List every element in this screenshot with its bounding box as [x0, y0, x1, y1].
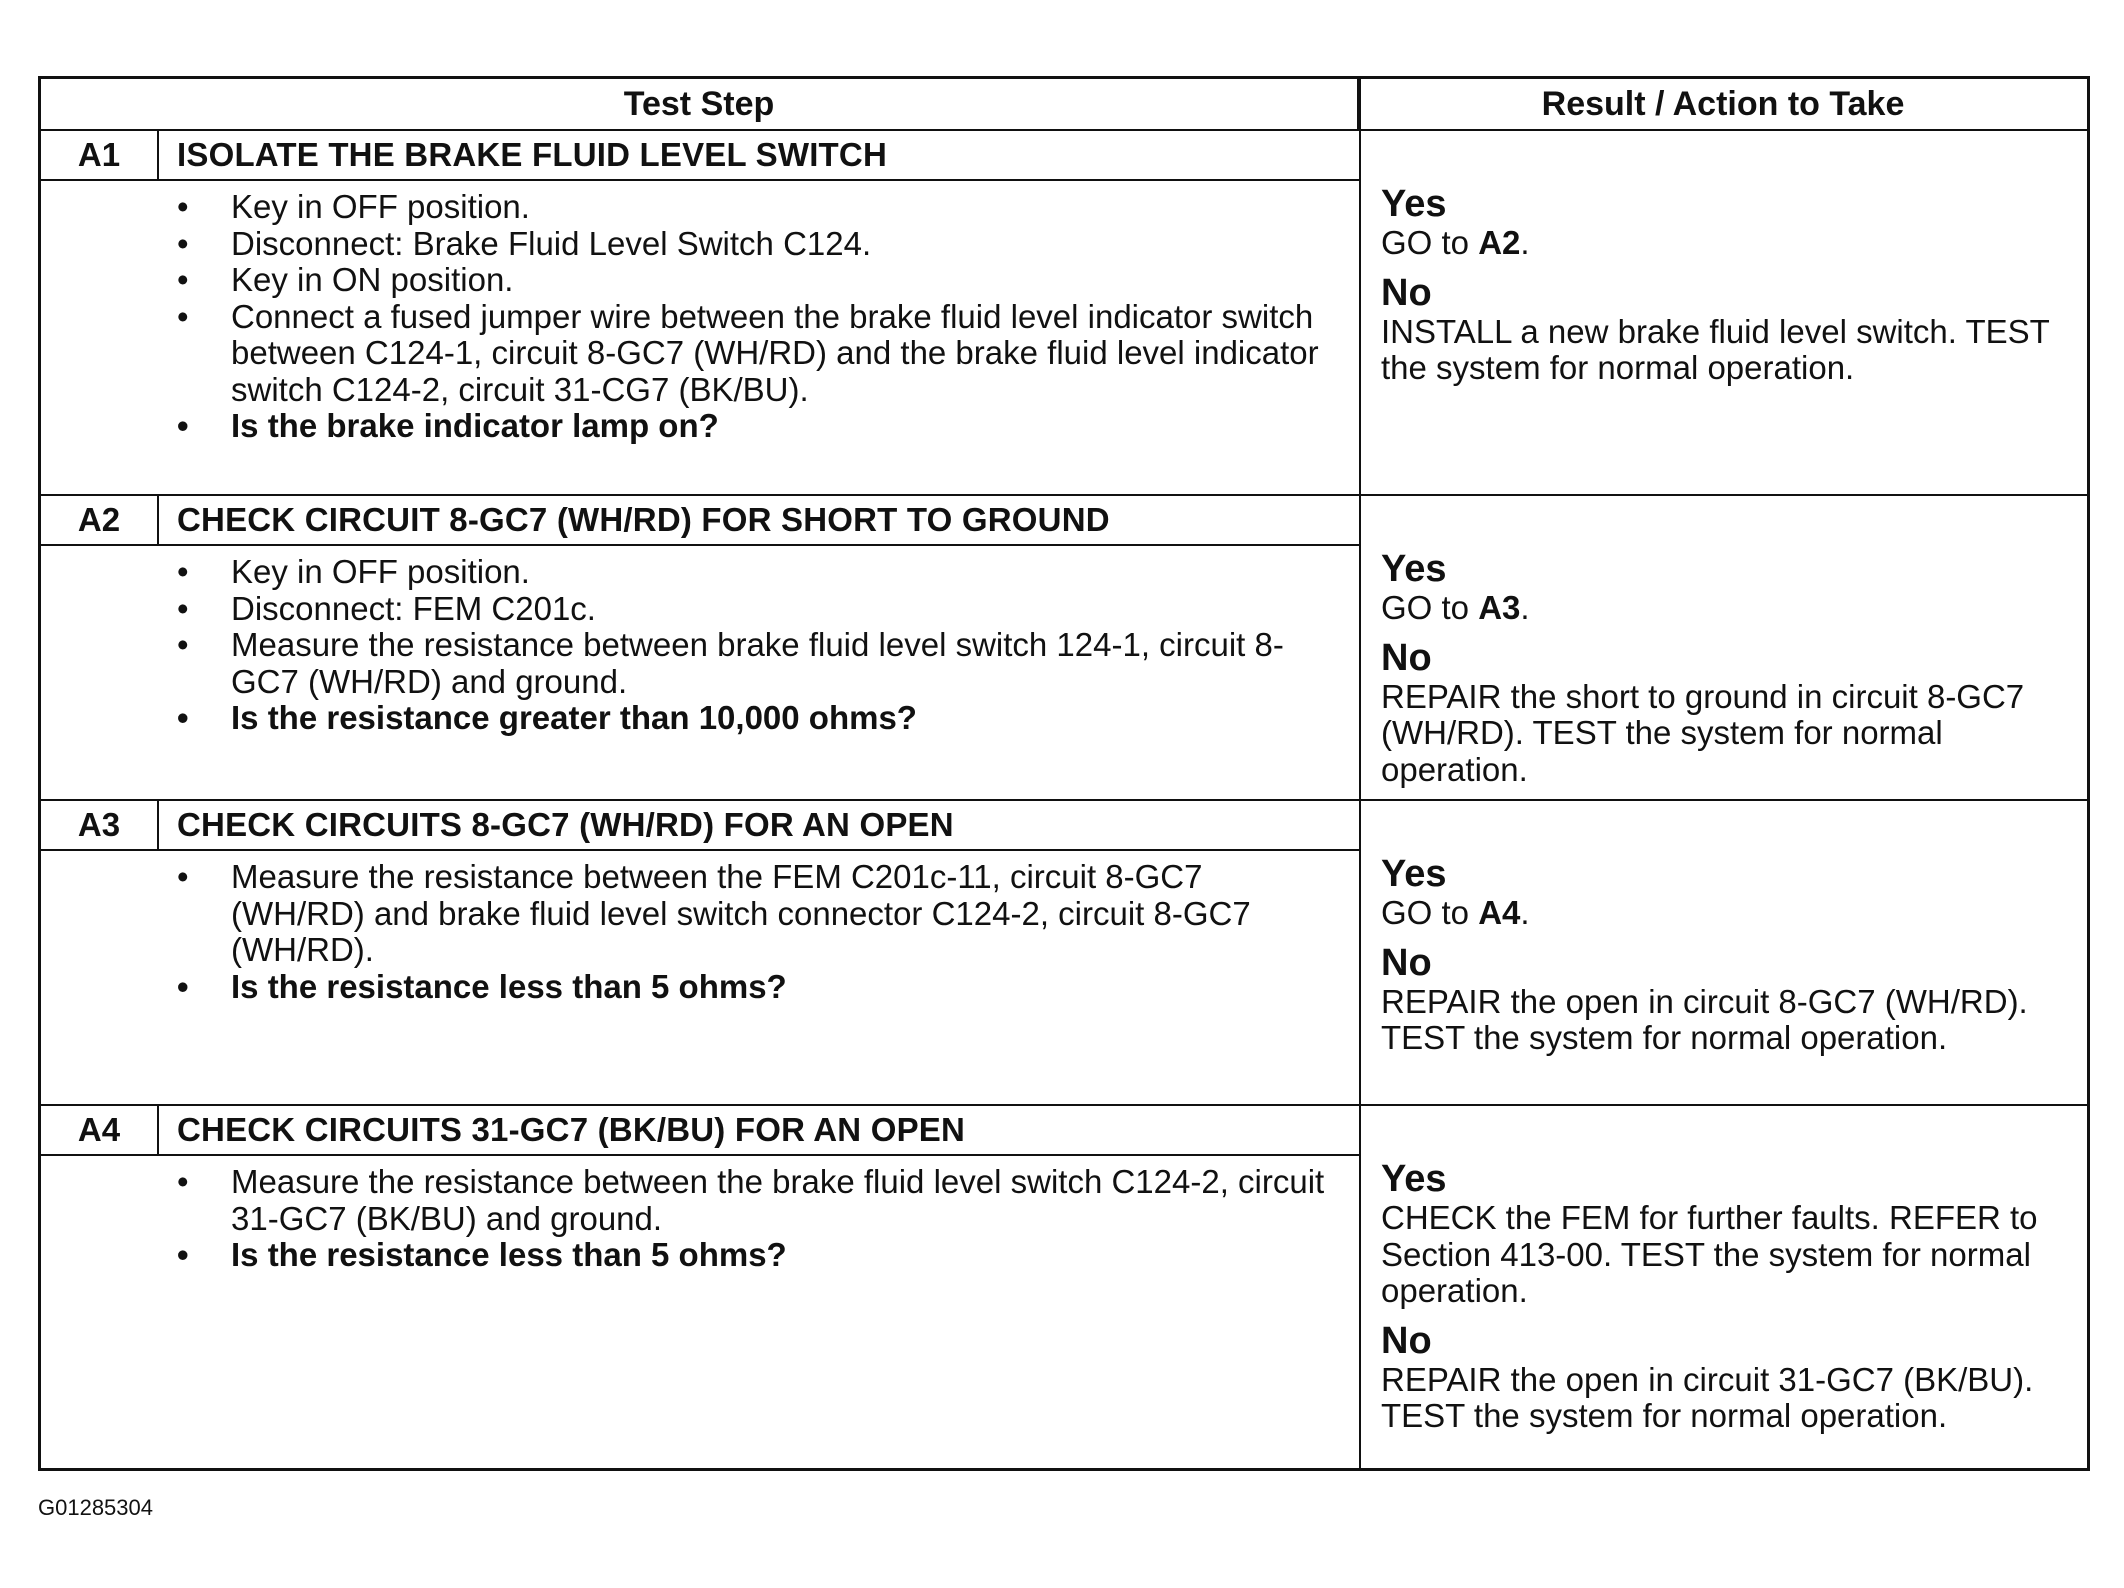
yes-action-text: GO to	[1381, 894, 1470, 931]
yes-action	[1381, 1200, 2079, 1310]
step-title-row	[41, 131, 1359, 181]
yes-label: Yes	[1381, 183, 1447, 225]
instruction-item: • Key in OFF position.	[41, 554, 1341, 591]
diagnostic-test-table	[38, 76, 2090, 1471]
step-id: A4	[41, 1106, 159, 1154]
instruction-item: • Disconnect: Brake Fluid Level Switch C124.	[41, 226, 1341, 263]
yes-action	[1381, 590, 2079, 627]
test-step-a3	[41, 799, 2087, 1104]
no-action: INSTALL a new brake fluid level switch. TEST the system for normal operation.	[1381, 312, 2050, 386]
step-title: ISOLATE THE BRAKE FLUID LEVEL SWITCH	[177, 136, 887, 173]
result-action	[1381, 1158, 2079, 1435]
instruction-item: • Measure the resistance between the brake fluid level switch C124-2, circuit 31-GC7 (BK/BU) and ground.	[41, 1164, 1341, 1237]
instruction-item: • Disconnect: FEM C201c.	[41, 591, 1341, 628]
step-id: A2	[41, 496, 159, 544]
step-title: CHECK CIRCUIT 8-GC7 (WH/RD) FOR SHORT TO GROUND	[177, 501, 1110, 538]
result-action	[1381, 548, 2079, 788]
step-instructions	[41, 189, 1341, 445]
step-question: • Is the brake indicator lamp on?	[41, 408, 1341, 445]
step-question: • Is the resistance less than 5 ohms?	[41, 969, 1341, 1006]
step-id: A3	[41, 801, 159, 849]
yes-label: Yes	[1381, 548, 1447, 590]
yes-action-end: .	[1520, 589, 1530, 626]
instruction-item: • Connect a fused jumper wire between the brake fluid level indicator switch between C124-1, circuit 8-GC7 (WH/RD) and the brake fluid level indicator switch C124-2, circuit 31-CG7 (BK/BU).	[41, 299, 1341, 409]
no-label: No	[1381, 1319, 1432, 1362]
instruction-item: • Measure the resistance between brake fluid level switch 124-1, circuit 8-GC7 (WH/RD) and ground.	[41, 627, 1341, 700]
step-title-row	[41, 801, 1359, 851]
result-action	[1381, 183, 2079, 387]
no-label: No	[1381, 271, 1432, 314]
yes-goto-step: A3	[1478, 589, 1521, 626]
step-instructions	[41, 554, 1341, 737]
yes-action	[1381, 895, 2079, 932]
yes-label: Yes	[1381, 853, 1447, 895]
yes-goto-step: A4	[1478, 894, 1521, 931]
figure-id: G01285304	[38, 1495, 153, 1520]
yes-label: Yes	[1381, 1158, 1447, 1200]
step-title-row	[41, 496, 1359, 546]
step-instructions	[41, 859, 1341, 1005]
test-step-a1	[41, 131, 2087, 494]
instruction-item: • Key in ON position.	[41, 262, 1341, 299]
yes-action-text: GO to	[1381, 589, 1470, 626]
step-question: • Is the resistance less than 5 ohms?	[41, 1237, 1341, 1274]
no-action: REPAIR the short to ground in circuit 8-GC7 (WH/RD). TEST the system for normal operation.	[1381, 677, 2025, 788]
instruction-item: • Measure the resistance between the FEM C201c-11, circuit 8-GC7 (WH/RD) and brake fluid level switch connector C124-2, circuit 8-GC7 (WH/RD).	[41, 859, 1341, 969]
step-title: CHECK CIRCUITS 8-GC7 (WH/RD) FOR AN OPEN	[177, 806, 954, 843]
no-action: REPAIR the open in circuit 8-GC7 (WH/RD). TEST the system for normal operation.	[1381, 982, 2028, 1056]
yes-goto-step: A2	[1478, 224, 1521, 261]
test-step-a2	[41, 494, 2087, 799]
no-action: REPAIR the open in circuit 31-GC7 (BK/BU). TEST the system for normal operation.	[1381, 1360, 2034, 1434]
no-label: No	[1381, 941, 1432, 984]
yes-action	[1381, 225, 2079, 262]
yes-action-text: CHECK the FEM for further faults. REFER to Section 413-00. TEST the system for normal operation.	[1381, 1199, 2038, 1309]
step-id: A1	[41, 131, 159, 179]
no-label: No	[1381, 636, 1432, 679]
instruction-item: • Key in OFF position.	[41, 189, 1341, 226]
test-step-a4	[41, 1104, 2087, 1468]
step-title: CHECK CIRCUITS 31-GC7 (BK/BU) FOR AN OPEN	[177, 1111, 966, 1148]
yes-action-end: .	[1520, 894, 1530, 931]
step-question: • Is the resistance greater than 10,000 ohms?	[41, 700, 1341, 737]
result-action	[1381, 853, 2079, 1057]
result-action-header: Result / Action to Take	[1359, 79, 2087, 131]
yes-action-text: GO to	[1381, 224, 1470, 261]
test-step-header: Test Step	[41, 79, 1359, 131]
step-title-row	[41, 1106, 1359, 1156]
yes-action-end: .	[1520, 224, 1530, 261]
step-instructions	[41, 1164, 1341, 1274]
